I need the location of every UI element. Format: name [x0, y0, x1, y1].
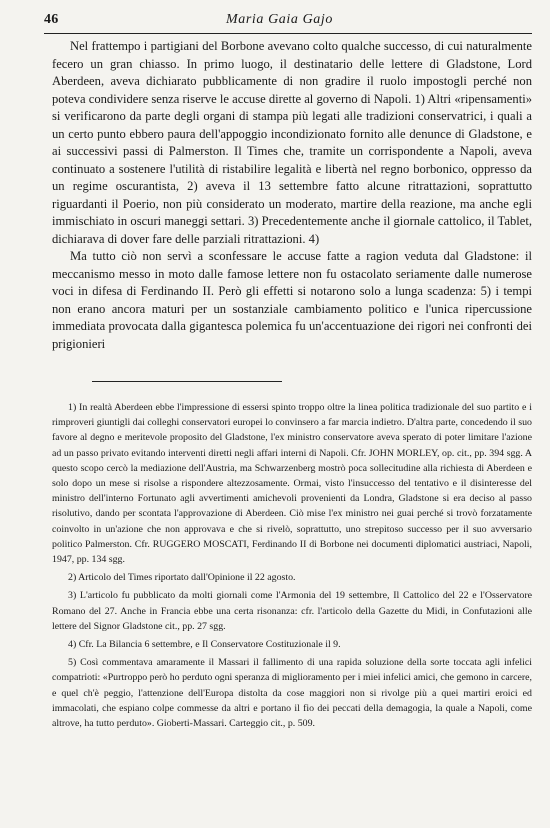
- body-paragraph: Nel frattempo i partigiani del Borbone avevano colto qualche successo, di cui naturalmente fecero un gran chiasso. In primo luogo, il destinatario delle lettere di Gladstone, Lord Aberdeen, aveva dichiarato pubblicamente di non gradire il ruolo impostogli perché non poteva condividere senza riserve le accuse dirette al governo di Napoli. 1) Altri «ripensamenti» si verificarono da parte degli organi di stampa più legati alle tradizioni conservatrici, i quali a un certo punto ebbero paura dell'appoggio incondizionato fornito alle denunce di Gladstone, e ai successivi passi di Palmerston. Il Times che, tramite un corrispondente a Napoli, aveva continuato a sostenere l'utilità di ristabilire legalità e libertà nel regno borbonico, oppresso da un regime oscurantista, 2) aveva il 13 settembre fatto alcune ritrattazioni, soprattutto riguardanti il Poerio, non più considerato un moderato, martire della reazione, ma anche egli immischiato in oscuri maneggi settari. 3) Precedentemente anche il giornale cattolico, il Tablet, dichiarava di dover fare delle parziali ritrattazioni. 4): [52, 39, 532, 246]
- footnote-2: 2) Articolo del Times riportato dall'Opinione il 22 agosto.: [68, 572, 296, 584]
- body-paragraph: Ma tutto ciò non servì a sconfessare le accuse fatte a ragion veduta dal Gladstone: il meccanismo messo in moto dalle famose lettere non fu ostacolato seriamente dalle numerose voci in difesa di Ferdinando II. Però gli effetti si notarono solo a lunga scadenza: 5) i tempi non erano ancora maturi per un sostanziale cambiamento politico e l'unica ripercussione immediata provocata dalla gigantesca polemica fu un'accentuazione dei rigori nei confronti dei prigionieri: [52, 249, 532, 351]
- footnote-separator: [92, 381, 282, 382]
- footnote-3: 3) L'articolo fu pubblicato da molti giornali come l'Armonia del 19 settembre, Il Cattolico del 22 e l'Osservatore Romano del 27. Anche in Francia ebbe una certa risonanza: cfr. l'articolo della Gazette du Midi, in Confutazioni alle lettere del Signor Gladstone cit., pp. 27 sgg.: [52, 590, 532, 632]
- page-number: 46: [44, 12, 59, 27]
- running-head: Maria Gaia Gajo: [226, 12, 333, 27]
- header-rule: [44, 33, 532, 34]
- footnotes: [52, 400, 532, 731]
- footnote-4: 4) Cfr. La Bilancia 6 settembre, e Il Conservatore Costituzionale il 9.: [68, 639, 341, 651]
- main-text: [52, 38, 532, 353]
- footnote-1: 1) In realtà Aberdeen ebbe l'impressione di essersi spinto troppo oltre la linea politica tradizionale del suo partito e i rimproveri giuntigli dai colleghi conservatori europei lo convinsero a far marcia indietro. D'altra parte, concedendo il suo favore al degno e meritevole proposito del Gladstone, l'ex ministro conservatore aveva sperato di poter limitare l'azione ad un passo privato evitando interventi diretti negli affari interni di Napoli. Cfr. JOHN MORLEY, op. cit., pp. 394 sgg. A questo scopo cercò la mediazione dell'Austria, ma Schwarzenberg mostrò poca sollecitudine alla richiesta di Aberdeen e solo dopo un mese si risolse a rispondere altezzosamente. Ormai, visto l'insuccesso del tentativo e il disinteresse del ministro dell'interno Fortunato agli avvertimenti amichevoli provenienti da Londra, Gladstone si era deciso al passo risolutivo, dando per scontata l'approvazione di Aberdeen. Ciò mise l'ex ministro nei guai perché si trovò forzatamente coinvolto in un'azione che non approvava e che si rivelò, soprattutto, uno strepitoso successo per il suo avversario politico Palmerston. Cfr. RUGGERO MOSCATI, Ferdinando II di Borbone nei documenti diplomatici austriaci, Napoli, 1947, pp. 134 sgg.: [52, 402, 532, 566]
- footnote-5: 5) Così commentava amaramente il Massari il fallimento di una rapida soluzione della sorte toccata agli infelici compatrioti: «Purtroppo però ho perduto ogni speranza di miglioramento per i miei infelici amici, che gemono in carcere, e quel ch'è peggio, l'attenzione dell'Europa distolta da cose maggiori non si rivolge più a quei martiri eroici ed immacolati, che espiano colpe commesse da altri e portano il fio dei peccati della demagogia, la quale a Napoli, come altrove, ha tutto perduto». Gioberti-Massari. Carteggio cit., p. 509.: [52, 657, 532, 730]
